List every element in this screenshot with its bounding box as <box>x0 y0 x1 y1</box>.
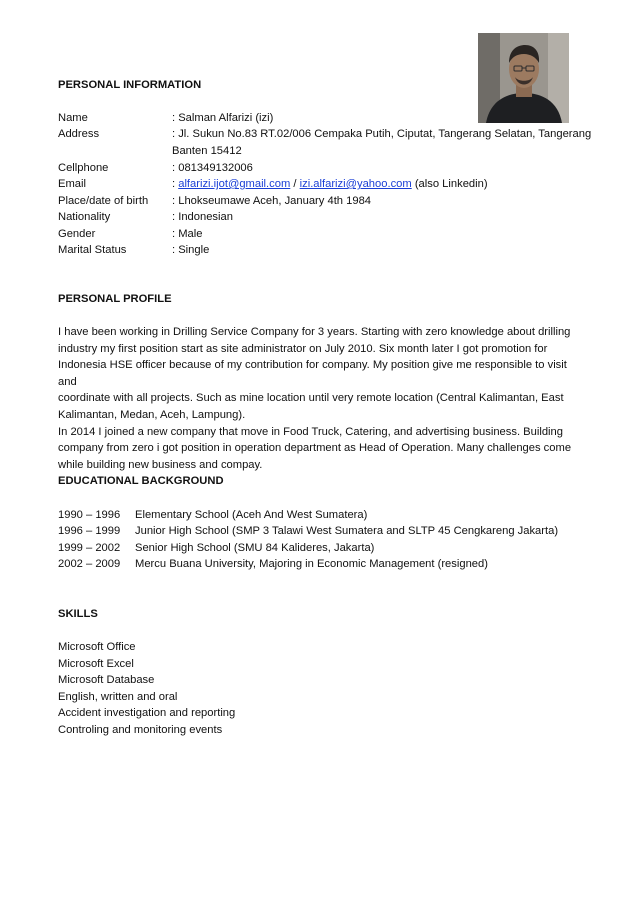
profile-line: In 2014 I joined a new company that move in Food Truck, Catering, and advertising business. Building <box>58 425 563 438</box>
education-desc: Elementary School (Aceh And West Sumatera) <box>135 509 368 521</box>
info-label: Place/date of birth <box>58 195 149 207</box>
profile-photo <box>478 33 569 123</box>
profile-line: while building new business and compay. <box>58 458 263 471</box>
skill-item: Microsoft Office <box>58 641 136 653</box>
profile-line: company from zero i got position in operation department as Head of Operation. Many challenges come <box>58 442 572 455</box>
info-value: : Single <box>172 244 210 256</box>
education-years: 1990 – 1996 <box>58 509 121 521</box>
email-suffix: (also Linkedin) <box>411 178 488 190</box>
info-label: Cellphone <box>58 162 109 174</box>
skill-item: Microsoft Excel <box>58 658 134 670</box>
info-label: Name <box>58 112 88 124</box>
education-years: 1999 – 2002 <box>58 542 121 554</box>
profile-paragraph-1 <box>58 324 578 473</box>
personal-information-heading: PERSONAL INFORMATION <box>58 79 202 91</box>
info-label: Address <box>58 128 100 140</box>
email-link-gmail[interactable]: alfarizi.ijot@gmail.com <box>178 178 291 190</box>
education-desc: Junior High School (SMP 3 Talawi West Sumatera and SLTP 45 Cengkareng Jakarta) <box>135 525 559 537</box>
profile-line: Indonesia HSE officer because of my contribution for company. My position give me responsible to visit and <box>58 359 567 388</box>
email-link-yahoo[interactable]: izi.alfarizi@yahoo.com <box>299 178 412 190</box>
education-heading: EDUCATIONAL BACKGROUND <box>58 475 224 487</box>
info-value: : Jl. Sukun No.83 RT.02/006 Cempaka Putih, Ciputat, Tangerang Selatan, Tangerang <box>172 128 592 140</box>
info-label: Marital Status <box>58 244 127 256</box>
info-value: : Salman Alfarizi (izi) <box>172 112 274 124</box>
email-prefix: : <box>172 178 179 190</box>
personal-profile-heading: PERSONAL PROFILE <box>58 293 172 305</box>
email-separator: / <box>290 178 300 190</box>
profile-line: I have been working in Drilling Service Company for 3 years. Starting with zero knowledge about drilling <box>58 326 571 338</box>
education-years: 2002 – 2009 <box>58 558 121 570</box>
skill-item: Accident investigation and reporting <box>58 707 236 719</box>
info-value-email <box>172 176 488 192</box>
info-value: : Male <box>172 228 203 240</box>
skill-item: Controling and monitoring events <box>58 724 223 736</box>
profile-line: coordinate with all projects. Such as mine location until very remote location (Central Kalimantan, East <box>58 392 564 405</box>
info-value: : 081349132006 <box>172 162 253 174</box>
info-label: Email <box>58 178 86 190</box>
education-desc: Senior High School (SMU 84 Kalideres, Jakarta) <box>135 542 375 554</box>
info-label: Gender <box>58 228 96 240</box>
skill-item: English, written and oral <box>58 691 178 703</box>
info-value-line2: Banten 15412 <box>172 145 242 157</box>
education-desc: Mercu Buana University, Majoring in Economic Management (resigned) <box>135 558 488 570</box>
skills-heading: SKILLS <box>58 608 98 620</box>
profile-line: industry my first position start as site administrator on July 2010. Six month later I got promotion for <box>58 342 548 355</box>
skill-item: Microsoft Database <box>58 674 155 686</box>
info-label: Nationality <box>58 211 111 223</box>
info-value: : Indonesian <box>172 211 233 223</box>
profile-line: Kalimantan, Medan, Aceh, Lampung). <box>58 408 246 421</box>
education-years: 1996 – 1999 <box>58 525 121 537</box>
info-value: : Lhokseumawe Aceh, January 4th 1984 <box>172 195 372 207</box>
